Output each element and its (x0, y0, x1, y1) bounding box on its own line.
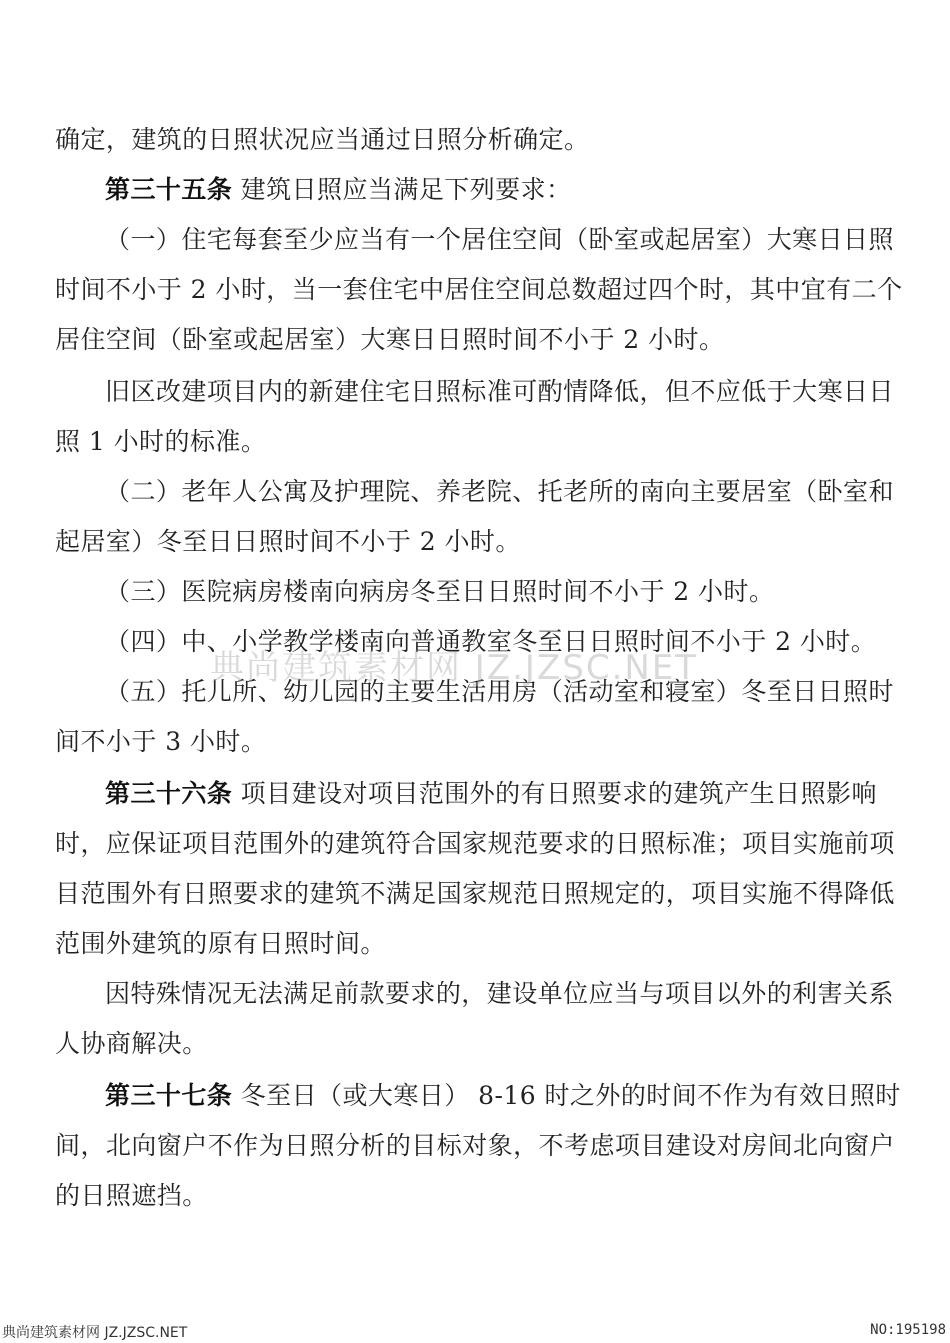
text-line: 人协商解决。 (55, 1029, 208, 1058)
text-line: 时，应保证项目范围外的建筑符合国家规范要求的日照标准；项目实施前项 (55, 829, 895, 858)
text-line: 确定，建筑的日照状况应当通过日照分析确定。 (55, 125, 590, 154)
text-line: 间，北向窗户不作为日照分析的目标对象，不考虑项目建设对房间北向窗户 (55, 1131, 895, 1160)
article-number: 第三十五条 (105, 175, 233, 204)
watermark: 典尚建筑素材网 JZ.JZSC.NET (210, 648, 699, 688)
text-line: 间不小于 3 小时。 (55, 727, 267, 756)
footer-site-label: 典尚建筑素材网 JZ.JZSC.NET (2, 1325, 188, 1341)
text-line: （二）老年人公寓及护理院、养老院、托老所的南向主要居室（卧室和 (105, 477, 894, 506)
text-line: （四）中、小学教学楼南向普通教室冬至日日照时间不小于 2 小时。 (105, 627, 877, 656)
article-number: 第三十六条 (105, 779, 233, 808)
text-line: 居住空间（卧室或起居室）大寒日日照时间不小于 2 小时。 (55, 325, 725, 354)
text-line: 范围外建筑的原有日照时间。 (55, 929, 386, 958)
article-heading-37: 第三十七条 冬至日（或大寒日） 8-16 时之外的时间不作为有效日照时 (105, 1081, 901, 1110)
article-heading-35: 第三十五条 建筑日照应当满足下列要求： (105, 175, 572, 204)
text-line: 起居室）冬至日日照时间不小于 2 小时。 (55, 527, 521, 556)
text-line: 目范围外有日照要求的建筑不满足国家规范日照规定的，项目实施不得降低 (55, 879, 895, 908)
article-heading-36: 第三十六条 项目建设对项目范围外的有日照要求的建筑产生日照影响 (105, 779, 877, 808)
footer-doc-number: NO:195198 (870, 1322, 946, 1338)
text-line: 照 1 小时的标准。 (55, 427, 267, 456)
text-line: （三）医院病房楼南向病房冬至日日照时间不小于 2 小时。 (105, 577, 775, 606)
text-line: 时间不小于 2 小时，当一套住宅中居住空间总数超过四个时，其中宜有二个 (55, 275, 903, 304)
text-line: 旧区改建项目内的新建住宅日照标准可酌情降低，但不应低于大寒日日 (105, 377, 894, 406)
text-line: （五）托儿所、幼儿园的主要生活用房（活动室和寝室）冬至日日照时 (105, 677, 894, 706)
article-number: 第三十七条 (105, 1081, 233, 1110)
text-line: 因特殊情况无法满足前款要求的，建设单位应当与项目以外的利害关系 (105, 979, 894, 1008)
text-line: 的日照遮挡。 (55, 1181, 208, 1210)
text-line: （一）住宅每套至少应当有一个居住空间（卧室或起居室）大寒日日照 (105, 225, 894, 254)
